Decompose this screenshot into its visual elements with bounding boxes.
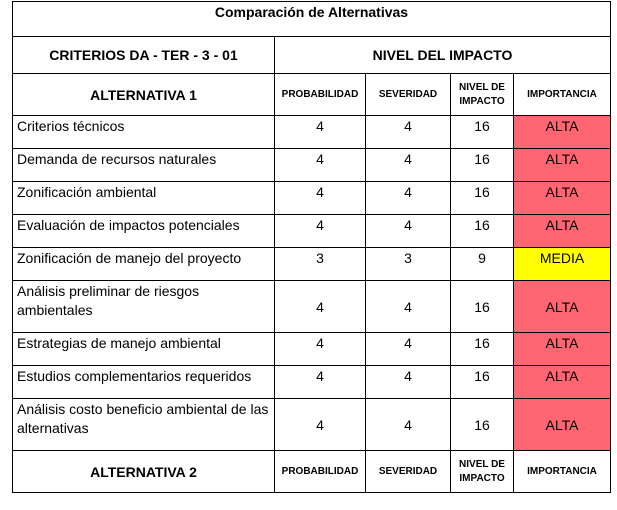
nivel-cell: 16 (451, 215, 514, 248)
nivel-cell: 16 (451, 149, 514, 182)
severidad-cell: 3 (366, 248, 451, 281)
nivel-impacto-col-header (451, 74, 514, 116)
severidad-cell: 4 (366, 149, 451, 182)
comparison-table (12, 1, 611, 493)
table-row (13, 182, 611, 215)
importancia-cell: ALTA (514, 149, 611, 182)
title-row (13, 2, 611, 37)
probabilidad-cell: 4 (275, 215, 366, 248)
nivel-impacto-header: NIVEL DEL IMPACTO (275, 37, 611, 74)
severidad-cell: 4 (366, 116, 451, 149)
severidad-cell: 4 (366, 215, 451, 248)
criteria-header-row (13, 37, 611, 74)
probabilidad-header-2: PROBABILIDAD (275, 451, 366, 493)
table-row (13, 116, 611, 149)
criterion-cell: Zonificación ambiental (13, 182, 275, 215)
importancia-cell: ALTA (514, 116, 611, 149)
nivel-cell: 16 (451, 399, 514, 451)
severidad-cell: 4 (366, 281, 451, 333)
importancia-cell: ALTA (514, 366, 611, 399)
alternative-1-label: ALTERNATIVA 1 (13, 74, 275, 116)
table-row (13, 366, 611, 399)
probabilidad-cell: 4 (275, 281, 366, 333)
probabilidad-cell: 3 (275, 248, 366, 281)
alternative-2-label: ALTERNATIVA 2 (13, 451, 275, 493)
importancia-cell: ALTA (514, 399, 611, 451)
alternative-1-rows (13, 116, 611, 451)
nivel-cell: 16 (451, 281, 514, 333)
severidad-cell: 4 (366, 399, 451, 451)
importancia-cell: ALTA (514, 215, 611, 248)
table-row (13, 333, 611, 366)
importancia-cell: ALTA (514, 333, 611, 366)
nivel-line2: IMPACTO (459, 95, 505, 107)
nivel-line1: NIVEL DE (459, 81, 505, 93)
probabilidad-cell: 4 (275, 149, 366, 182)
criterios-code-header: CRITERIOS DA - TER - 3 - 01 (13, 37, 275, 74)
severidad-header: SEVERIDAD (366, 74, 451, 116)
probabilidad-cell: 4 (275, 116, 366, 149)
nivel-line1-2: NIVEL DE (459, 458, 505, 470)
importancia-header-2: IMPORTANCIA (514, 451, 611, 493)
nivel-cell: 16 (451, 116, 514, 149)
probabilidad-cell: 4 (275, 399, 366, 451)
nivel-cell: 16 (451, 333, 514, 366)
table-row (13, 399, 611, 451)
severidad-cell: 4 (366, 366, 451, 399)
severidad-header-2: SEVERIDAD (366, 451, 451, 493)
criterion-cell: Análisis costo beneficio ambiental de las alternativas (13, 399, 275, 451)
nivel-line2-2: IMPACTO (459, 472, 505, 484)
nivel-impacto-col-header-2 (451, 451, 514, 493)
table-row (13, 281, 611, 333)
importancia-header: IMPORTANCIA (514, 74, 611, 116)
severidad-cell: 4 (366, 182, 451, 215)
nivel-cell: 9 (451, 248, 514, 281)
criterion-cell: Demanda de recursos naturales (13, 149, 275, 182)
severidad-cell: 4 (366, 333, 451, 366)
probabilidad-cell: 4 (275, 333, 366, 366)
probabilidad-cell: 4 (275, 366, 366, 399)
criterion-cell: Estudios complementarios requeridos (13, 366, 275, 399)
importancia-cell: ALTA (514, 182, 611, 215)
alternative-1-header-row (13, 74, 611, 116)
table-row (13, 248, 611, 281)
alternative-2-header-row (13, 451, 611, 493)
importancia-cell: MEDIA (514, 248, 611, 281)
probabilidad-header: PROBABILIDAD (275, 74, 366, 116)
table-row (13, 215, 611, 248)
table-row (13, 149, 611, 182)
probabilidad-cell: 4 (275, 182, 366, 215)
importancia-cell: ALTA (514, 281, 611, 333)
table-title: Comparación de Alternativas (13, 2, 611, 37)
criterion-cell: Análisis preliminar de riesgos ambientales (13, 281, 275, 333)
criterion-cell: Estrategias de manejo ambiental (13, 333, 275, 366)
nivel-cell: 16 (451, 366, 514, 399)
criterion-cell: Evaluación de impactos potenciales (13, 215, 275, 248)
nivel-cell: 16 (451, 182, 514, 215)
criterion-cell: Zonificación de manejo del proyecto (13, 248, 275, 281)
criterion-cell: Criterios técnicos (13, 116, 275, 149)
